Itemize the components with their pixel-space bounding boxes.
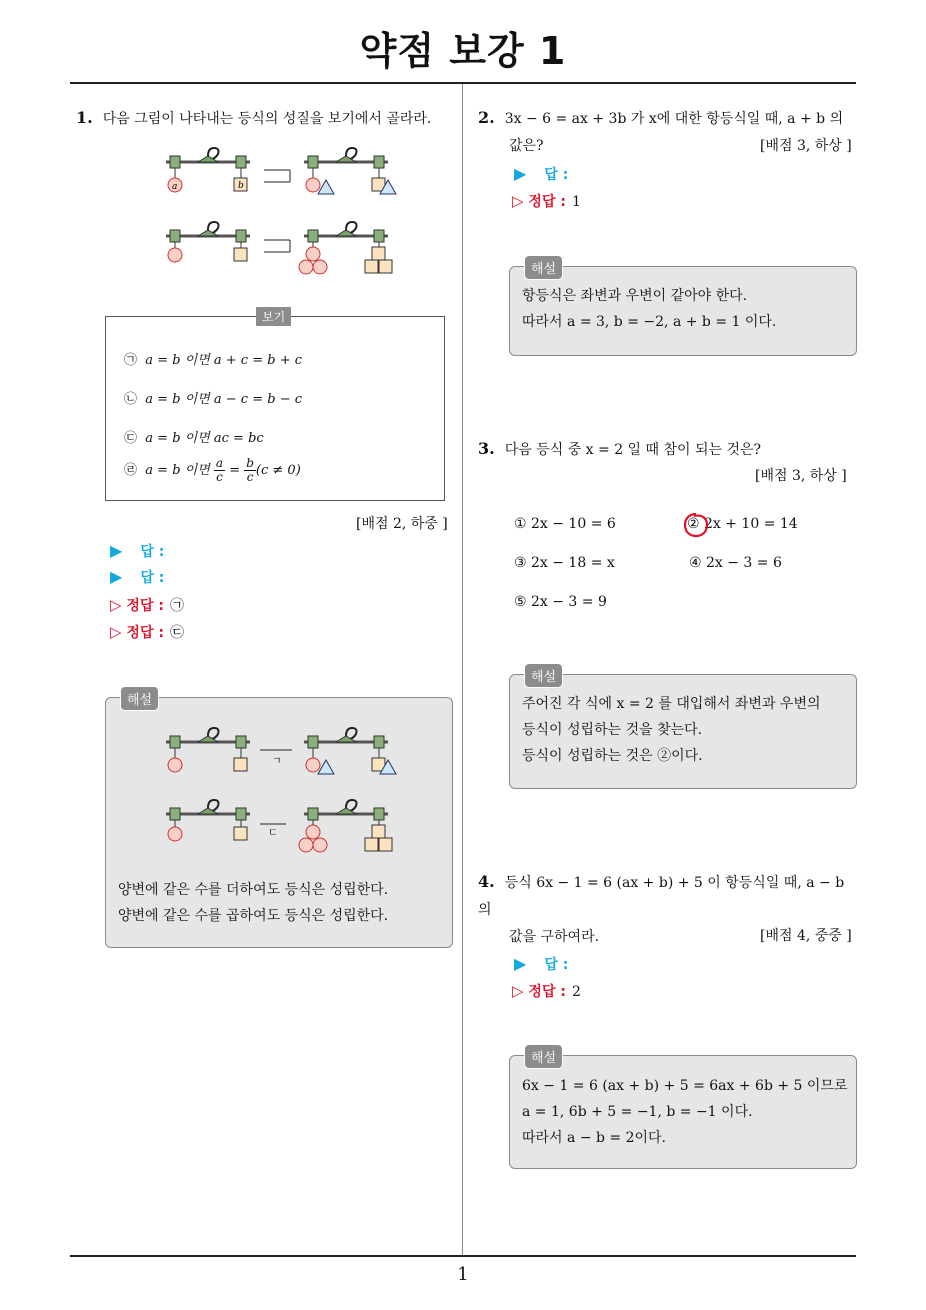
fraction: $\frac{a}{c}$ [215, 456, 224, 484]
footer-rule [70, 1255, 856, 1257]
item-text: a = b 이면 a − c = b − c [145, 392, 302, 407]
outline-triangle-icon: ▷ [110, 596, 122, 614]
q1-solution-box [105, 693, 453, 948]
item-text: a = b 이면 a + c = b + c [145, 353, 302, 368]
q4-correct: ▷ 정답 : 2 [512, 982, 581, 1000]
choice-2: ② 2x + 10 = 14 [687, 516, 798, 532]
column-divider [462, 84, 463, 1256]
example-item-2 [124, 388, 302, 407]
item-suffix: (c ≠ 0) [255, 463, 301, 478]
item-mark: ㉠ [124, 353, 138, 368]
solution-text: 6x − 1 = 6 (ax + b) + 5 = 6ax + 6b + 5 이므로 a = 1, 6b + 5 = −1, b = −1 이다. 따라서 a − b = 2이다. [522, 1078, 848, 1146]
page-number: 1 [457, 1264, 469, 1285]
solution-tag: 해설 [120, 686, 159, 711]
outline-triangle-icon: ▷ [512, 192, 524, 210]
q2-answer-line: ▶ 답 : [514, 164, 569, 183]
question-number: 3. [478, 439, 495, 458]
hanger-row-1 [166, 148, 396, 194]
hanger-row-2 [166, 222, 392, 274]
figure-mark: ㄷ [268, 828, 278, 839]
solution-tag: 해설 [524, 663, 563, 688]
q4-solution-box [509, 1051, 857, 1169]
item-mark: ㉢ [124, 431, 138, 446]
question-3 [478, 435, 761, 464]
q3-score: [배점 3, 하상 ] [755, 468, 847, 484]
item-prefix: a = b 이면 [145, 463, 210, 478]
item-mark: ㉡ [124, 392, 138, 407]
q3-solution-box [509, 670, 857, 789]
q1-correct-1: ▷ 정답 : ㉠ [110, 596, 184, 614]
question-text: 다음 그림이 나타내는 등식의 성질을 보기에서 골라라. [102, 111, 432, 127]
svg-text:b: b [238, 181, 244, 191]
play-triangle-icon: ▶ [110, 567, 123, 586]
balance-hanger-figure [160, 138, 400, 280]
question-text: 등식 6x − 1 = 6 (ax + b) + 5 이 항등식일 때, a − b 의 [478, 875, 845, 918]
q2-correct: ▷ 정답 : 1 [512, 192, 581, 210]
answer-circle-mark [682, 511, 710, 539]
question-number: 4. [478, 872, 495, 891]
example-item-1 [124, 349, 302, 368]
q1-answer-line-1: ▶ 답 : [110, 541, 165, 560]
item-mark: ㉣ [124, 463, 138, 478]
q2-score: [배점 3, 하상 ] [760, 138, 852, 154]
question-number: 2. [478, 108, 495, 127]
solution-tag: 해설 [524, 1044, 563, 1069]
question-text: 3x − 6 = ax + 3b 가 x에 대한 항등식일 때, a + b 의 [504, 111, 844, 127]
q1-correct-2: ▷ 정답 : ㉢ [110, 623, 184, 641]
question-text: 다음 등식 중 x = 2 일 때 참이 되는 것은? [504, 442, 762, 458]
choice-5: ⑤ 2x − 3 = 9 [514, 594, 607, 610]
q1-score: [배점 2, 하중 ] [356, 516, 448, 532]
solution-tag: 해설 [524, 255, 563, 280]
fraction: $\frac{b}{c}$ [246, 456, 254, 484]
choice-1: ① 2x − 10 = 6 [514, 516, 616, 532]
example-item-3 [124, 427, 264, 446]
header-rule [70, 82, 856, 84]
solution-text: 양변에 같은 수를 더하여도 등식은 성립한다. 양변에 같은 수를 곱하여도 등식은 성립한다. [118, 882, 389, 924]
play-triangle-icon: ▶ [514, 164, 527, 183]
question-text-cont: 값은? [509, 138, 544, 154]
q2-solution-box [509, 262, 857, 356]
example-box [105, 310, 445, 501]
solution-hanger-figure [160, 718, 400, 858]
solution-text: 주어진 각 식에 x = 2 를 대입해서 좌변과 우변의 등식이 성립하는 것을 찾는다. 등식이 성립하는 것은 ②이다. [522, 696, 821, 764]
item-text: a = b 이면 ac = bc [145, 431, 264, 446]
question-text-cont: 값을 구하여라. [509, 929, 600, 945]
question-1 [76, 104, 431, 133]
example-tag: 보기 [256, 307, 291, 326]
figure-mark: ㄱ [272, 756, 282, 767]
page-title: 약점 보강 1 [359, 29, 567, 73]
question-number: 1. [76, 108, 93, 127]
svg-text:a: a [172, 182, 178, 192]
example-item-4: ㉣ a = b 이면 $\frac{a}{c}$ = $\frac{b}{c}(c \ne 0)$ [124, 456, 301, 484]
outline-triangle-icon: ▷ [512, 982, 524, 1000]
play-triangle-icon: ▶ [110, 541, 123, 560]
choice-4: ④ 2x − 3 = 6 [689, 555, 782, 571]
q4-score: [배점 4, 중중 ] [760, 928, 852, 944]
outline-triangle-icon: ▷ [110, 623, 122, 641]
q1-answer-line-2: ▶ 답 : [110, 567, 165, 586]
q4-answer-line: ▶ 답 : [514, 954, 569, 973]
solution-text: 항등식은 좌변과 우변이 같아야 한다. 따라서 a = 3, b = −2, a + b = 1 이다. [522, 288, 777, 330]
play-triangle-icon: ▶ [514, 954, 527, 973]
choice-3: ③ 2x − 18 = x [514, 555, 615, 571]
